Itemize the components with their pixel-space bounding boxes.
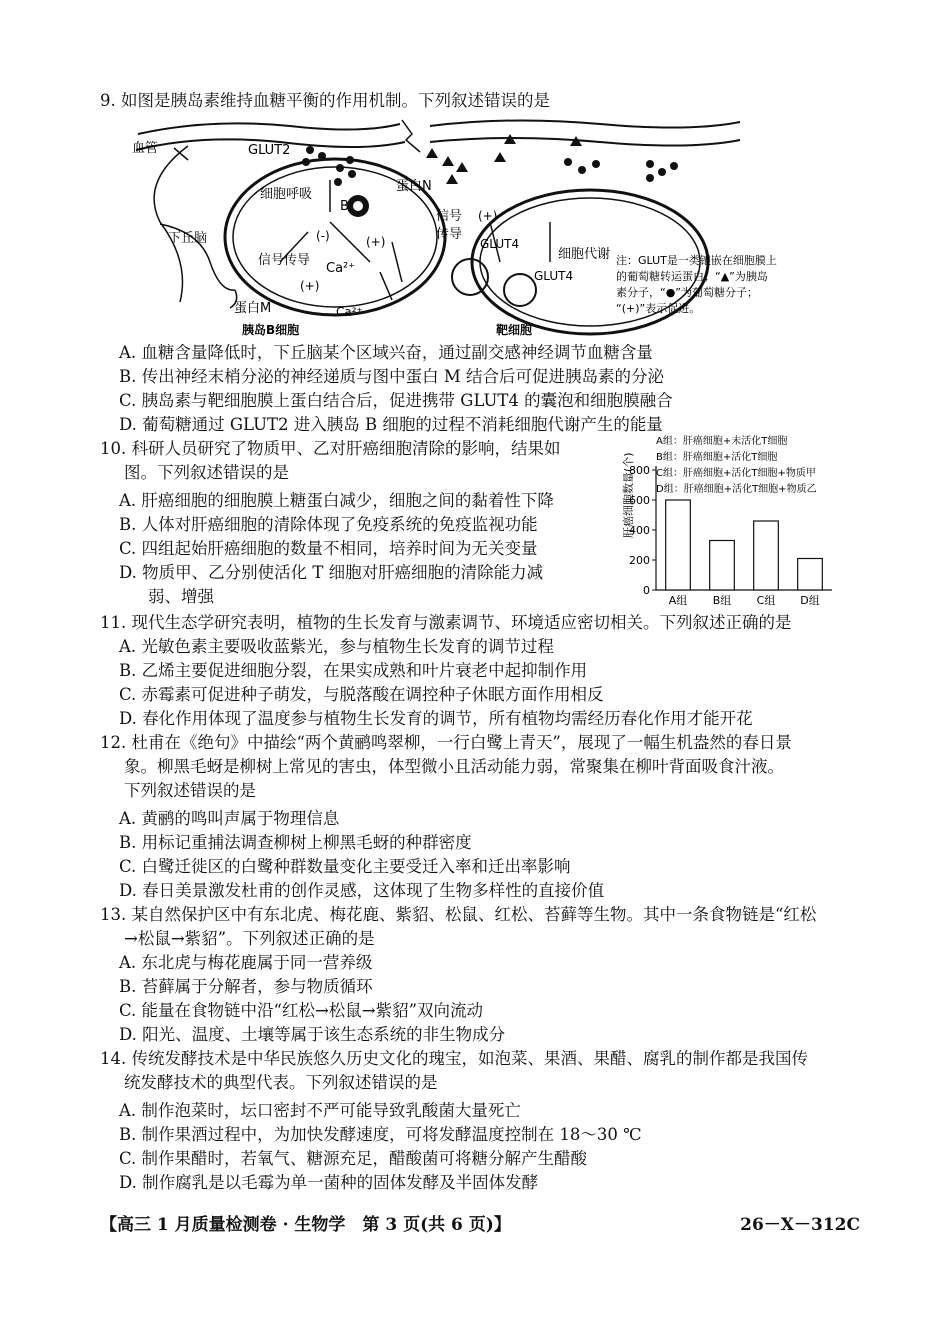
x-category-label-1: B组: [712, 594, 732, 607]
y-tick-label-3: 600: [629, 494, 650, 507]
bar-0: [666, 500, 691, 590]
q13-option-d: D. 阳光、温度、土壤等属于该生态系统的非生物成分: [119, 1025, 506, 1044]
q12-option-d: D. 春日美景激发杜甫的创作灵感，这体现了生物多样性的直接价值: [119, 881, 605, 900]
vessel-wall-inner-right: [430, 138, 740, 146]
glucose-molecules: [302, 146, 356, 186]
page-footer: [100, 1210, 860, 1235]
label-protein-n: 蛋白N: [396, 179, 432, 194]
footer-title: 【高三 1 月质量检测卷 · 生物学 第 3 页(共 6 页)】: [100, 1215, 511, 1235]
glut4-vesicle-2: [504, 274, 536, 306]
legend-entry-3: D组：肝癌细胞+活化T细胞+物质乙: [656, 484, 817, 495]
y-tick-label-4: 800: [629, 464, 650, 477]
label-plus1: (+): [366, 235, 386, 249]
q10-option-d: D. 物质甲、乙分别使活化 T 细胞对肝癌细胞的清除能力减: [119, 563, 544, 582]
label-signal2a: 信号: [436, 209, 463, 224]
q13-option-b: B. 苔藓属于分解者，参与物质循环: [119, 977, 373, 996]
y-tick-label-0: 0: [643, 584, 650, 597]
label-respiration: 细胞呼吸: [260, 187, 313, 202]
note-line-2: 的葡萄糖转运蛋白；“▲”为胰岛: [616, 270, 768, 283]
legend-entry-0: A组：肝癌细胞+未活化T细胞: [656, 436, 788, 447]
q9-option-b: B. 传出神经末梢分泌的神经递质与图中蛋白 M 结合后可促进胰岛素的分泌: [119, 367, 664, 386]
q12-stem-1: 12. 杜甫在《绝句》中描绘“两个黄鹂鸣翠柳，一行白鹭上青天”，展现了一幅生机盎然的春日景: [100, 733, 792, 752]
note-line-3: 素分子，“●”为葡萄糖分子；: [616, 286, 758, 299]
q10-stem-2: 图。下列叙述错误的是: [124, 463, 289, 482]
label-islet-cell: 胰岛B细胞: [242, 323, 300, 337]
q10-option-a: A. 肝癌细胞的细胞膜上糖蛋白减少，细胞之间的黏着性下降: [119, 491, 554, 510]
legend-entry-1: B组：肝癌细胞+活化T细胞: [656, 452, 778, 463]
q12-option-a: A. 黄鹂的鸣叫声属于物理信息: [119, 809, 340, 828]
q11-option-c: C. 赤霉素可促进种子萌发，与脱落酸在调控种子休眠方面作用相反: [119, 685, 604, 704]
q9-option-a: A. 血糖含量降低时，下丘脑某个区域兴奋，通过副交感神经调节血糖含量: [119, 343, 653, 362]
q14-option-a: A. 制作泡菜时，坛口密封不严可能导致乳酸菌大量死亡: [119, 1101, 521, 1120]
note-line-1: 注：GLUT是一类镶嵌在细胞膜上: [616, 254, 777, 267]
q12-option-b: B. 用标记重捕法调查柳树上柳黑毛蚜的种群密度: [119, 833, 472, 852]
label-b: B: [340, 199, 349, 214]
q14-option-c: C. 制作果醋时，若氧气、糖源充足，醋酸菌可将糖分解产生醋酸: [119, 1149, 588, 1168]
q11-option-d: D. 春化作用体现了温度参与植物生长发育的调节，所有植物均需经历春化作用才能开花: [119, 709, 753, 728]
q13-option-a: A. 东北虎与梅花鹿属于同一营养级: [119, 953, 373, 972]
vessel-wall-top: [138, 123, 400, 134]
q10-stem-1: 10. 科研人员研究了物质甲、乙对肝癌细胞清除的影响，结果如: [100, 439, 561, 458]
cell-count-bar-chart: [610, 430, 840, 610]
label-plus3: (+): [478, 209, 498, 223]
label-ca2: Ca²⁺: [336, 305, 363, 319]
q11-option-a: A. 光敏色素主要吸收蓝紫光，参与植物生长发育的调节过程: [119, 637, 554, 656]
q9-stem: 9. 如图是胰岛素维持血糖平衡的作用机制。下列叙述错误的是: [100, 91, 550, 110]
q14-option-d: D. 制作腐乳是以毛霉为单一菌种的固体发酵及半固体发酵: [119, 1173, 539, 1192]
q11-option-b: B. 乙烯主要促进细胞分裂，在果实成熟和叶片衰老中起抑制作用: [119, 661, 588, 680]
bar-1: [710, 541, 735, 591]
legend-entry-2: C组：肝癌细胞+活化T细胞+物质甲: [656, 468, 816, 479]
bar-3: [798, 559, 823, 591]
bar-2: [754, 521, 779, 590]
q11-stem: 11. 现代生态学研究表明，植物的生长发育与激素调节、环境适应密切相关。下列叙述正确的是: [100, 613, 792, 632]
x-category-label-3: D组: [800, 594, 820, 607]
q12-stem-3: 下列叙述错误的是: [124, 781, 256, 800]
label-signal2b: 传导: [436, 227, 463, 242]
label-minus: (-): [316, 229, 330, 243]
q12-option-c: C. 白鹭迁徙区的白鹭种群数量变化主要受迁入率和迁出率影响: [119, 857, 571, 876]
q14-stem-1: 14. 传统发酵技术是中华民族悠久历史文化的瑰宝，如泡菜、果酒、果醋、腐乳的制作都是我国传: [100, 1049, 808, 1068]
q10-option-c: C. 四组起始肝癌细胞的数量不相同，培养时间为无关变量: [119, 539, 538, 558]
q14-stem-2: 统发酵技术的典型代表。下列叙述错误的是: [124, 1073, 438, 1092]
label-target-cell: 靶细胞: [496, 323, 533, 337]
q13-stem-2: →松鼠→紫貂”。下列叙述正确的是: [124, 929, 375, 948]
label-hypothalamus: 下丘脑: [168, 231, 208, 246]
q12-stem-2: 象。柳黑毛蚜是柳树上常见的害虫，体型微小且活动能力弱，常聚集在柳叶背面吸食汁液。: [124, 757, 784, 776]
q14-option-b: B. 制作果酒过程中，为加快发酵速度，可将发酵温度控制在 18～30 ℃: [119, 1125, 642, 1144]
chart-legend: [656, 434, 817, 495]
q13-option-c: C. 能量在食物链中沿“红松→松鼠→紫貂”双向流动: [119, 1001, 484, 1020]
label-plus2: (+): [300, 279, 320, 293]
chart-ylabel: 肝癌细胞数量(个): [622, 452, 635, 538]
q13-stem-1: 13. 某自然保护区中有东北虎、梅花鹿、紫貂、松鼠、红松、苔藓等生物。其中一条食物链是“红松: [100, 905, 817, 924]
label-signal: 信号传导: [258, 253, 311, 268]
glucose-molecules-right: [564, 158, 678, 182]
label-glut2: GLUT2: [248, 143, 291, 158]
label-glut4a: GLUT4: [480, 237, 520, 251]
vessel-wall-top-right: [430, 120, 740, 127]
q9-option-d: D. 葡萄糖通过 GLUT2 进入胰岛 B 细胞的过程不消耗细胞代谢产生的能量: [119, 415, 663, 434]
q9-diagram: [130, 112, 830, 342]
label-glut4b: GLUT4: [534, 269, 574, 283]
y-tick-label-1: 200: [629, 554, 650, 567]
nerve-path: [154, 146, 188, 302]
footer-code: 26－X－312C: [740, 1215, 860, 1235]
q10-option-d-cont: 弱、增强: [148, 587, 214, 606]
label-metabolism: 细胞代谢: [558, 247, 611, 262]
note-line-4: “(+)”表示促进。: [616, 302, 701, 315]
label-protein-m: 蛋白M: [234, 301, 272, 316]
label-ca: Ca²⁺: [326, 261, 356, 276]
y-tick-label-2: 400: [629, 524, 650, 537]
q10-option-b: B. 人体对肝癌细胞的清除体现了免疫系统的免疫监视功能: [119, 515, 538, 534]
vessel-break: [402, 120, 420, 152]
label-vessel: 血管: [132, 141, 159, 156]
insulin-molecules: [426, 134, 582, 184]
q9-option-c: C. 胰岛素与靶细胞膜上蛋白结合后，促进携带 GLUT4 的囊泡和细胞膜融合: [119, 391, 673, 410]
x-category-label-0: A组: [668, 594, 688, 607]
x-category-label-2: C组: [756, 594, 776, 607]
